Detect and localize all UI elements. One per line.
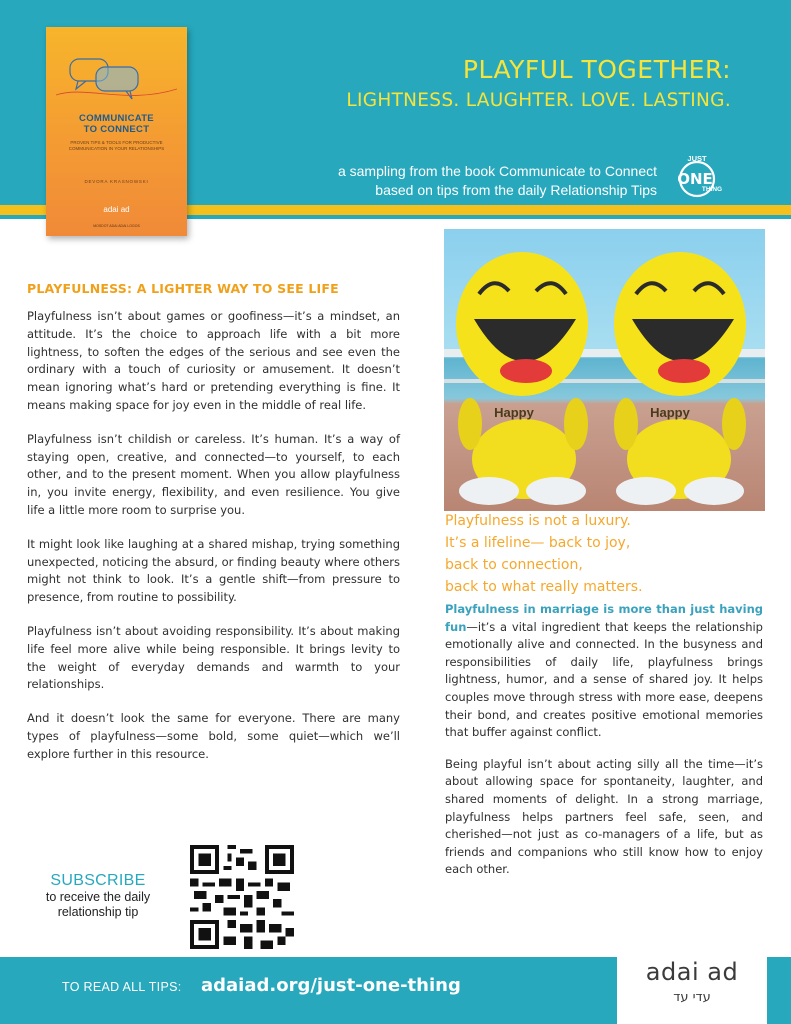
book-cover-image [46, 27, 187, 236]
book-author: DEVORA KRASNOWSKI [84, 179, 149, 184]
subscribe-text-1: to receive the daily [45, 890, 151, 904]
intro-line-1: a sampling from the book Communicate to Connect [337, 163, 657, 179]
page-title: PLAYFUL TOGETHER: [462, 55, 731, 84]
badge-bottom-text: THING [701, 186, 723, 193]
paragraph: It might look like laughing at a shared mishap, trying something unexpected, noticing the absurd, or finding beauty where others might not think to look. It’s a gentle shift—from pressure to presence, from routine to possibility. [27, 536, 400, 605]
subscribe-block [33, 872, 163, 920]
intro-line-2: based on tips from the daily Relationship Tips [375, 182, 657, 198]
quote-line: It’s a lifeline— back to joy, [445, 535, 631, 551]
quote-line: back to connection, [445, 557, 583, 573]
badge-middle-text: ONE [677, 170, 713, 188]
section-heading: PLAYFULNESS: A LIGHTER WAY TO SEE LIFE [27, 281, 339, 296]
book-publisher-logo: adai ad [103, 205, 130, 214]
plush-toy-left [456, 252, 588, 505]
logo-hebrew-text: עדי עד [673, 990, 711, 1005]
paragraph: Playfulness isn’t about avoiding responsibility. It’s about making life feel more alive while being responsible. It brings levity to the weight of everyday demands and warmth to your relationships. [27, 623, 400, 692]
paragraph-rest: —it’s a vital ingredient that keeps the relationship emotionally alive and connected. In the busyness and responsibilities of daily life, playfulness brings lightness, humor, and a sense of shared joy. It helps couples move through stress with more ease, deepens their bond, and creates positive emotional memories that buffer against conflict. [445, 619, 763, 740]
adai-ad-logo [617, 954, 767, 1024]
quote-line: back to what really matters. [445, 579, 643, 595]
plush-label-left: Happy [494, 405, 534, 420]
side-article [445, 601, 763, 893]
paragraph: Playfulness isn’t about games or goofiness—it’s a mindset, an attitude. It’s the choice to approach life with a bit more lightness, to soften the edges of the serious and see even the ordinary with a touch of curiosity or amusement. It doesn’t mean ignoring what’s hard or pretending everything is fine. It means making space for joy even in the middle of real life. [27, 309, 400, 412]
paragraph: Playfulness isn’t childish or careless. It’s human. It’s a way of staying open, creative, and connected—to yourself, to each other, and to the present moment. When you allow playfulness in, you invite energy, flexibility, and even resilience. You give life a little more room to surprise you. [27, 431, 400, 517]
badge-top-text: JUST [687, 154, 707, 163]
footer-link[interactable]: adaiad.org/just-one-thing [201, 975, 461, 996]
quote-line: Playfulness is not a luxury. [445, 513, 631, 529]
logo-text: adai ad [645, 958, 739, 986]
pull-quote [445, 510, 775, 598]
paragraph: And it doesn’t look the same for everyone. There are many types of playfulness—some bold, some quiet—which we’ll explore further in this resource. [27, 711, 400, 761]
footer-label: TO READ ALL TIPS: [62, 980, 182, 994]
qr-code-icon[interactable] [190, 845, 294, 949]
just-one-thing-badge-icon [670, 152, 724, 202]
book-footer-text: MOSDOT ADAI ADAI LOGOS [93, 224, 140, 228]
paragraph: Being playful isn’t about acting silly all the time—it’s about allowing space for spontaneity, laughter, and shared moments of delight. In a strong marriage, playfulness helps partners feel safe, seen, and cherished—not just as co-managers of a life, but as friends and companions who still know how to enjoy each other. [445, 756, 763, 877]
book-subtitle: PROVEN TIPS & TOOLS FOR PRODUCTIVE COMMUNICATION IN YOUR RELATIONSHIPS [68, 140, 165, 151]
speech-bubbles-icon [56, 37, 177, 117]
main-article [27, 308, 400, 780]
subscribe-title[interactable]: SUBSCRIBE [50, 872, 146, 889]
plush-label-right: Happy [650, 405, 690, 420]
book-title: COMMUNICATE TO CONNECT [79, 113, 154, 135]
laughing-plush-toys-photo [444, 229, 765, 511]
subscribe-text-2: relationship tip [57, 905, 139, 919]
page-subtitle: LIGHTNESS. LAUGHTER. LOVE. LASTING. [346, 90, 731, 111]
lead-text: Playfulness in marriage is more than just having fun [445, 602, 763, 634]
paragraph [445, 601, 763, 742]
plush-toy-right [614, 252, 746, 505]
